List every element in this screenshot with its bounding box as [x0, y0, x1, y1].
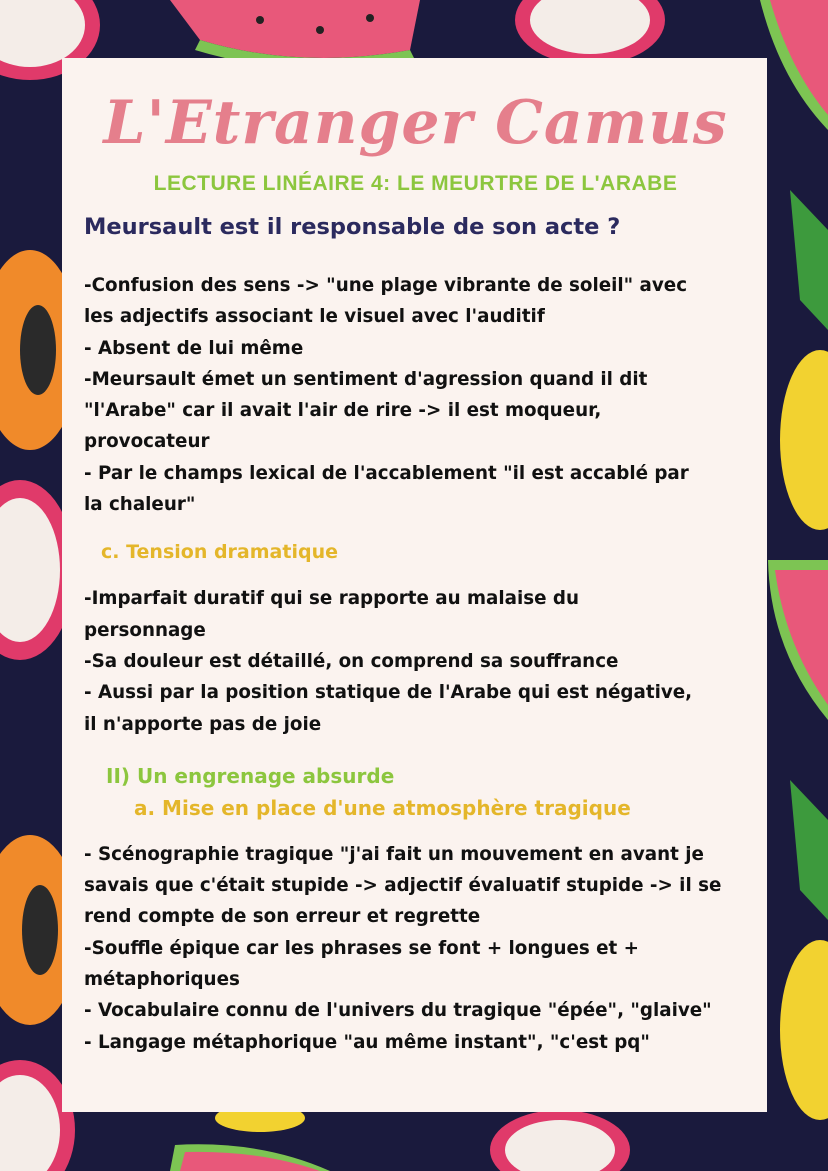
question-heading: Meursault est il responsable de son acte ?	[84, 214, 621, 240]
text-line: - Absent de lui même	[84, 337, 304, 359]
pineapple-icon	[780, 780, 828, 1120]
text-line: provocateur	[84, 431, 210, 453]
page-title: L'Etranger Camus	[103, 88, 728, 158]
text-line: "l'Arabe" car il avait l'air de rire -> il est moqueur,	[84, 400, 602, 422]
text-line: il n'apporte pas de joie	[84, 713, 322, 735]
watermelon-icon	[760, 0, 828, 130]
text-line: -Souffle épique car les phrases se font + longues et +	[84, 937, 639, 959]
text-line: - Par le champs lexical de l'accablement "il est accablé par	[84, 462, 689, 484]
watermelon-icon	[170, 1144, 330, 1171]
subtitle: LECTURE LINÉAIRE 4: LE MEURTRE DE L'ARABE	[153, 172, 678, 195]
text-line: métaphoriques	[84, 969, 240, 991]
section-2	[84, 583, 747, 739]
text-line: - Scénographie tragique "j'ai fait un mouvement en avant je	[84, 843, 704, 865]
section-1	[84, 270, 747, 520]
text-line: - Vocabulaire connu de l'univers du tragique "épée", "glaive"	[84, 1000, 712, 1022]
watermelon-icon	[768, 560, 828, 720]
text-line: -Imparfait duratif qui se rapporte au malaise du	[84, 588, 580, 610]
text-line: personnage	[84, 619, 206, 641]
text-line: rend compte de son erreur et regrette	[84, 906, 481, 928]
heading-atmosphere-tragique: a. Mise en place d'une atmosphère tragique	[134, 795, 631, 820]
text-line: la chaleur"	[84, 494, 196, 516]
dragonfruit-icon	[490, 1110, 630, 1171]
text-line: savais que c'était stupide -> adjectif évaluatif stupide -> il se	[84, 875, 722, 897]
text-line: -Sa douleur est détaillé, on comprend sa souffrance	[84, 650, 619, 672]
text-line: les adjectifs associant le visuel avec l'auditif	[84, 306, 545, 328]
content-card	[62, 58, 767, 1112]
text-line: -Confusion des sens -> "une plage vibrante de soleil" avec	[84, 275, 688, 296]
pineapple-icon	[780, 190, 828, 530]
section-3	[84, 839, 747, 1058]
text-line: - Langage métaphorique "au même instant", "c'est pq"	[84, 1031, 650, 1053]
text-line: -Meursault émet un sentiment d'agression quand il dit	[84, 368, 648, 390]
text-line: - Aussi par la position statique de l'Arabe qui est négative,	[84, 682, 693, 704]
heading-tension-dramatique: c. Tension dramatique	[101, 541, 338, 564]
dragonfruit-icon	[515, 0, 665, 65]
heading-engrenage-absurde: II) Un engrenage absurde	[106, 763, 395, 788]
